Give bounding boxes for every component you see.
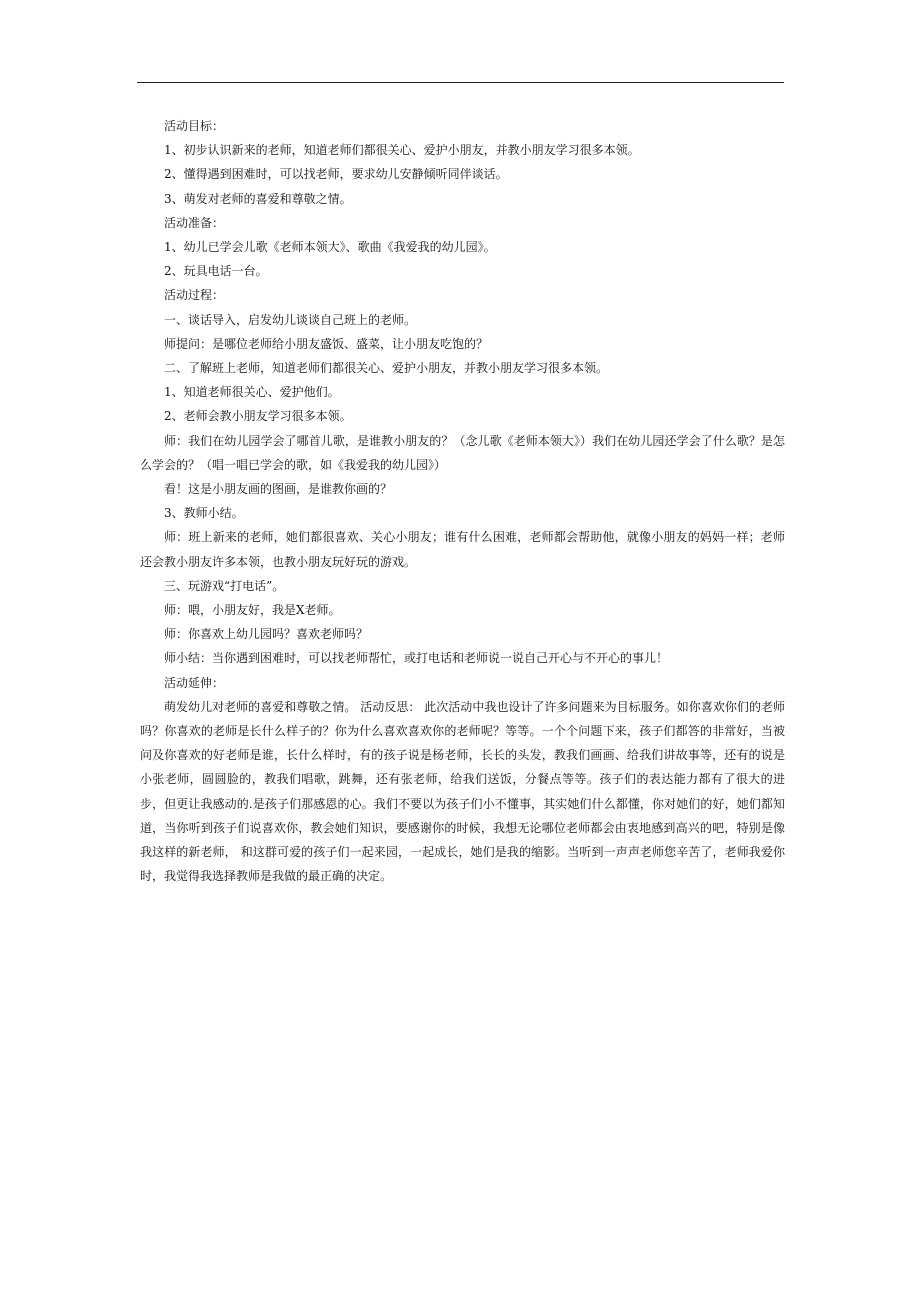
process-step-2: 二、了解班上老师，知道老师们都很关心、爱护小朋友，并教小朋友学习很多本领。 (164, 361, 609, 376)
section-heading-process: 活动过程： (164, 288, 225, 303)
process-question: 师提问：是哪位老师给小朋友盛饭、盛菜，让小朋友吃饱的？ (164, 336, 489, 351)
reflection-paragraph: 萌发幼儿对老师的喜爱和尊敬之情。 活动反思： 此次活动中我也设计了许多问题来为目标服务。如你喜欢你们的老师吗？你喜欢的老师是长什么样子的？你为什么喜欢喜欢你的老师呢？等等。一个个问题下来，孩子们都答的非常好，当被问及你喜欢的好老师是谁，长什么样时，有的孩子说是杨老师，长长的头发，教我们画画、给我们讲故事等，还有的说是小张老师，圆圆脸的，教我们唱歌，跳舞，还有张老师，给我们送饭，分餐点等等。孩子们的表达能力都有了很大的进步，但更让我感动的.是孩子们那感恩的心。我们不要以为孩子们小不懂事，其实她们什么都懂，你对她们的好，她们都知道，当你听到孩子们说喜欢你，教会她们知识，要感谢你的时候，我想无论哪位老师都会由衷地感到高兴的吧，特别是像我这样的新老师， 和这群可爱的孩子们一起来园，一起成长，她们是我的缩影。当听到一声声老师您辛苦了，老师我爱你时，我觉得我选择教师是我做的最正确的决定。 (140, 699, 785, 884)
header-rule (137, 82, 784, 83)
goal-item-3: 3、萌发对老师的喜爱和尊敬之情。 (164, 191, 352, 206)
teacher-conclusion: 师小结：当你遇到困难时，可以找老师帮忙，或打电话和老师说一说自己开心与不开心的事儿！ (164, 651, 669, 666)
phone-dialogue-2: 师：你喜欢上幼儿园吗？喜欢老师吗？ (164, 627, 369, 642)
section-heading-extension: 活动延伸： (164, 675, 225, 690)
process-substep-1: 1、知道老师很关心、爱护他们。 (164, 385, 340, 400)
process-substep-2: 2、老师会教小朋友学习很多本领。 (164, 409, 352, 424)
teacher-summary-paragraph: 师：班上新来的老师，她们都很喜欢、关心小朋友；谁有什么困难，老师都会帮助他，就像小朋友的妈妈一样；老师还会教小朋友许多本领，也教小朋友玩好玩的游戏。 (140, 530, 785, 569)
goal-item-2: 2、懂得遇到困难时，可以找老师，要求幼儿安静倾听同伴谈话。 (164, 167, 508, 182)
teacher-dialogue-line: 看！这是小朋友画的图画，是谁教你画的？ (164, 482, 393, 497)
preparation-item-1: 1、幼儿已学会儿歌《老师本领大》、歌曲《我爱我的幼儿园》。 (164, 240, 496, 255)
phone-dialogue-1: 师：喂，小朋友好，我是X老师。 (164, 603, 341, 618)
process-substep-3: 3、教师小结。 (164, 506, 244, 521)
teacher-dialogue-paragraph-1: 师：我们在幼儿园学会了哪首儿歌，是谁教小朋友的？（念儿歌《老师本领大》）我们在幼儿园还学会了什么歌？是怎么学会的？（唱一唱已学会的歌，如《我爱我的幼儿园》） (140, 433, 785, 472)
process-step-3: 三、玩游戏“打电话”。 (164, 578, 285, 593)
preparation-item-2: 2、玩具电话一台。 (164, 264, 268, 279)
goal-item-1: 1、初步认识新来的老师，知道老师们都很关心、爱护小朋友，并教小朋友学习很多本领。 (164, 143, 640, 158)
section-heading-goals: 活动目标： (164, 119, 225, 133)
section-heading-preparation: 活动准备： (164, 215, 225, 230)
process-step-1: 一、谈话导入，启发幼儿谈谈自己班上的老师。 (164, 312, 417, 327)
document-body (140, 114, 785, 889)
